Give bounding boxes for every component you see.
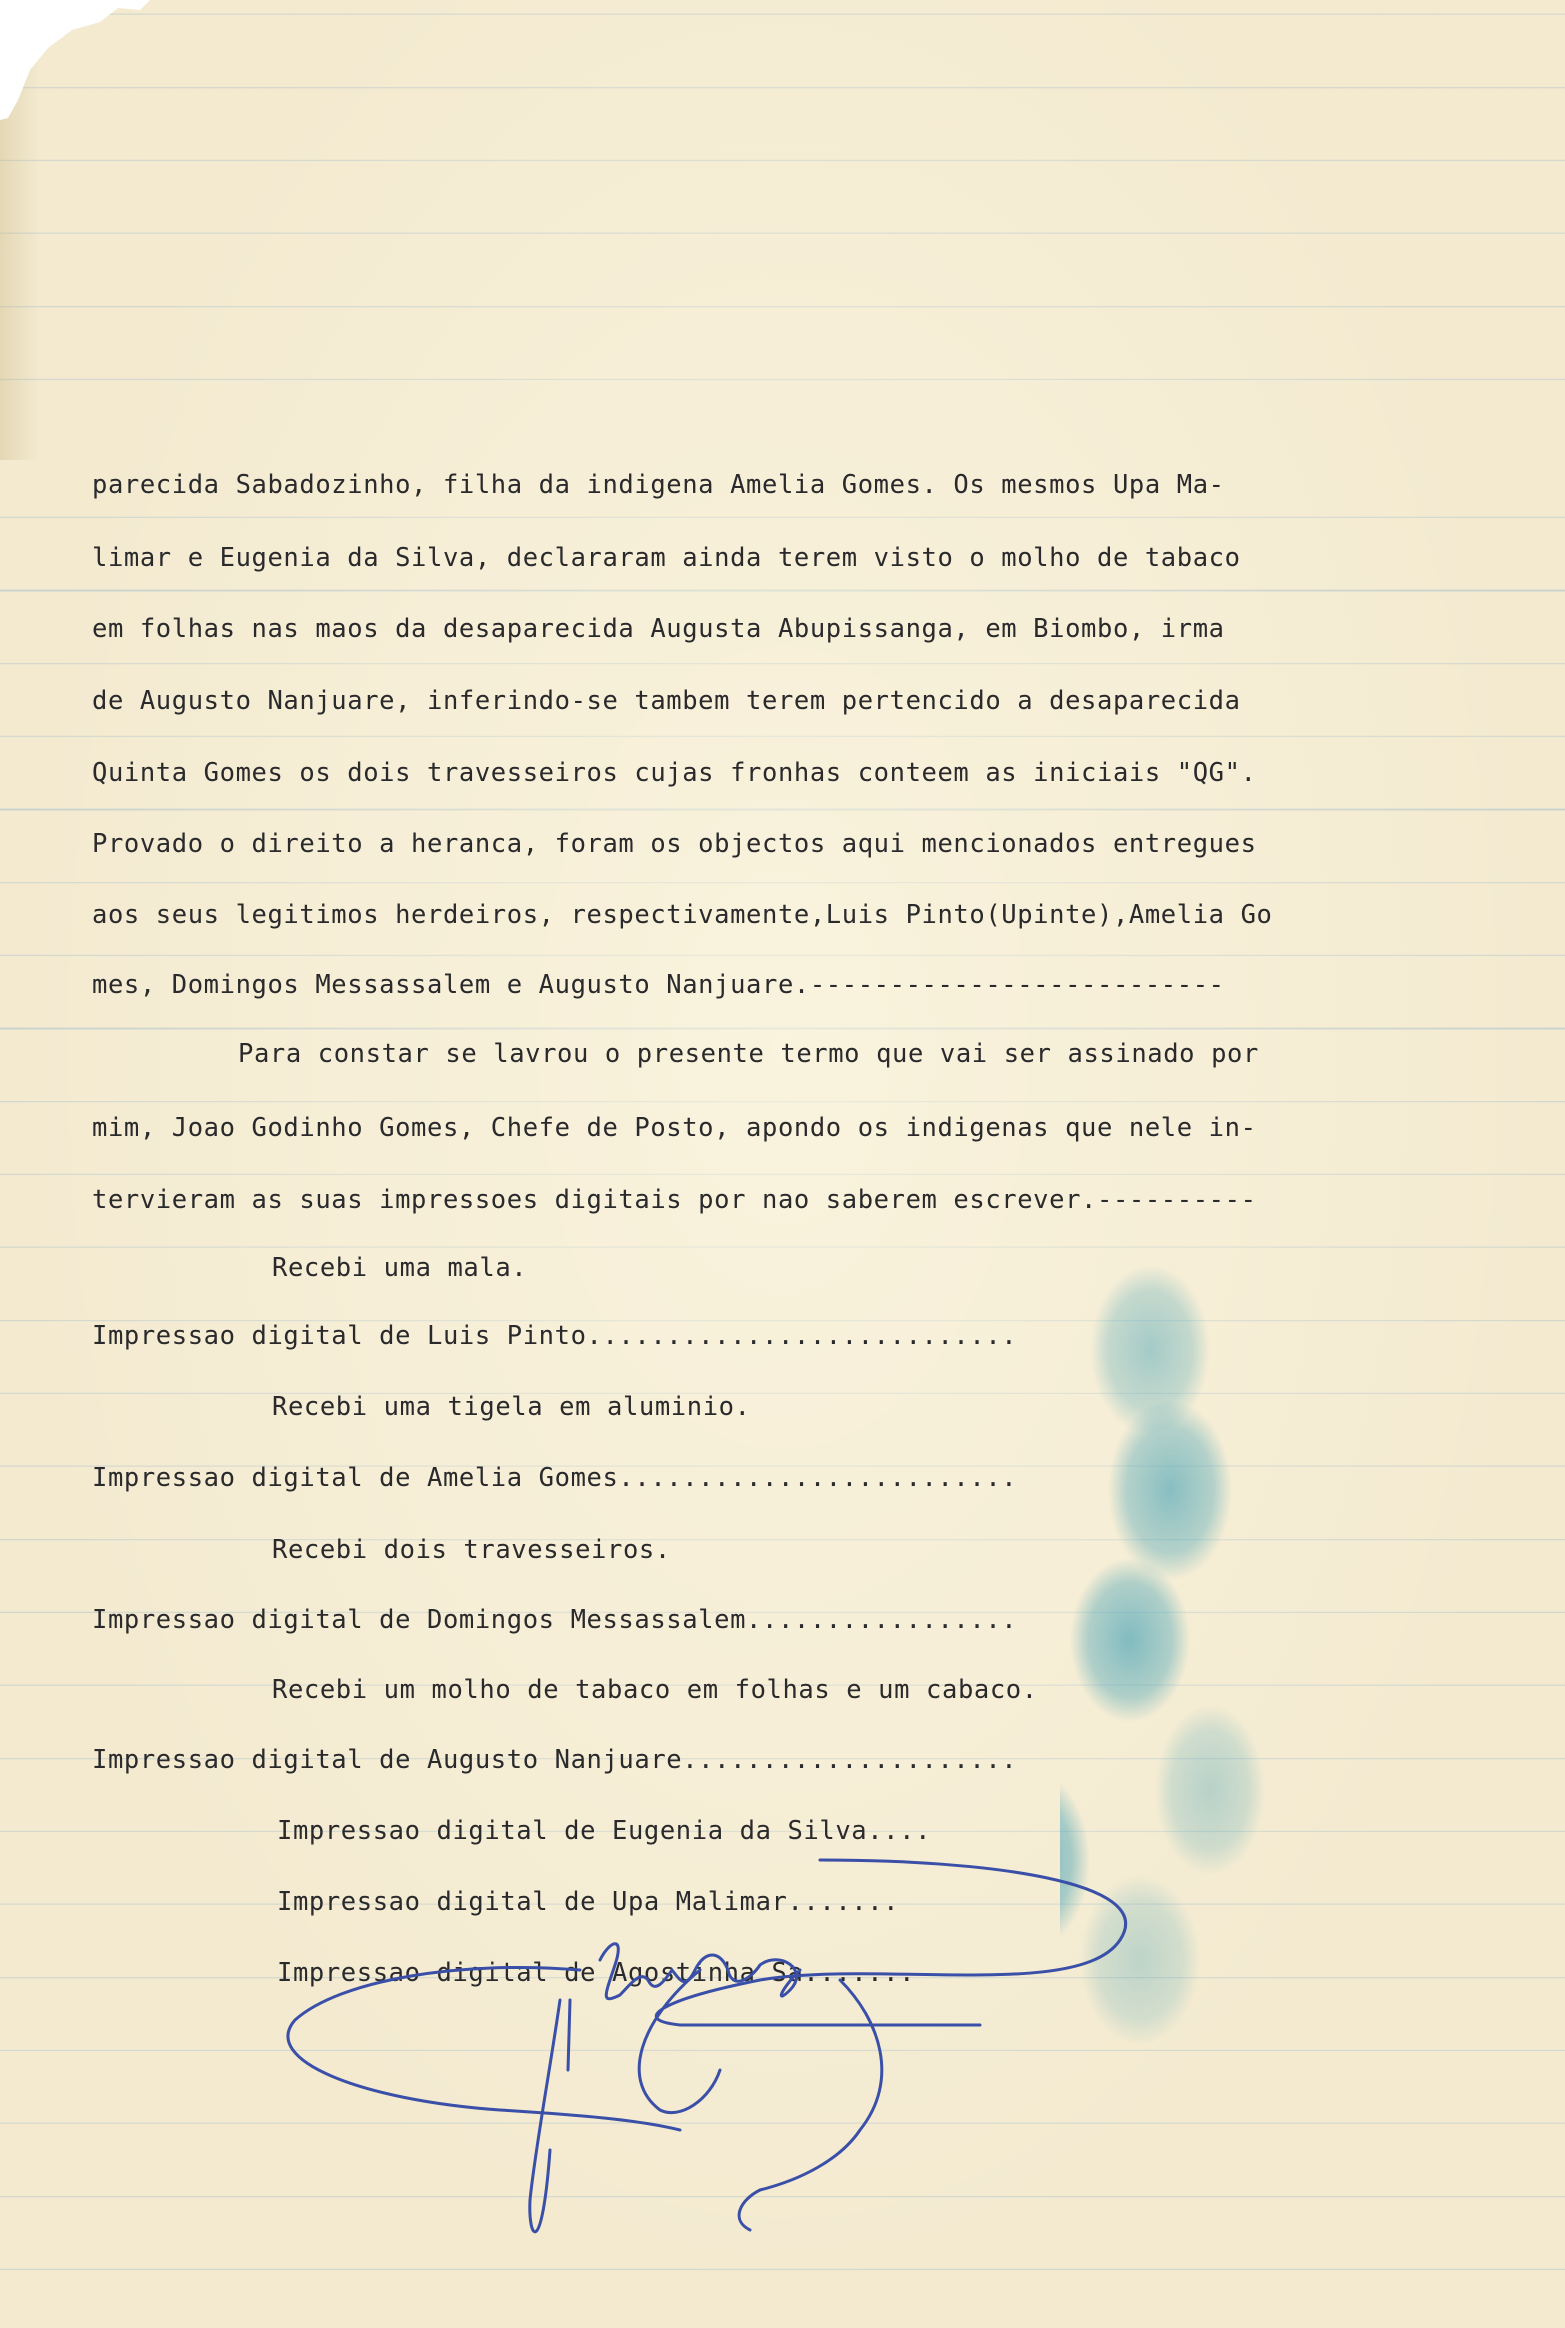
text-line-11: tervieram as suas impressoes digitais por nao saberem escrever.---------- — [92, 1185, 1257, 1215]
text-line-3: em folhas nas maos da desaparecida Augusta Abupissanga, em Biombo, irma — [92, 614, 1225, 644]
fingerprint-line-6: Impressao digital de Upa Malimar....... — [277, 1887, 900, 1917]
fingerprint-line-2: Impressao digital de Amelia Gomes......................... — [92, 1463, 1018, 1493]
fingerprint-line-4: Impressao digital de Augusto Nanjuare..................... — [92, 1745, 1018, 1775]
fingerprint-line-1: Impressao digital de Luis Pinto........................... — [92, 1321, 1018, 1351]
fingerprint-line-3: Impressao digital de Domingos Messassalem................. — [92, 1605, 1018, 1635]
signature — [280, 1820, 1180, 2328]
text-line-4: de Augusto Nanjuare, inferindo-se tambem terem pertencido a desaparecida — [92, 686, 1241, 716]
torn-corner — [0, 0, 160, 120]
receipt-line-2: Recebi uma tigela em aluminio. — [272, 1392, 751, 1422]
fingerprint-2 — [1108, 1400, 1232, 1580]
text-line-10: mim, Joao Godinho Gomes, Chefe de Posto, apondo os indigenas que nele in- — [92, 1113, 1257, 1143]
text-line-6: Provado o direito a heranca, foram os objectos aqui mencionados entregues — [92, 829, 1257, 859]
fingerprint-line-7: Impressao digital de Agostinha Sa....... — [277, 1958, 916, 1988]
text-line-7: aos seus legitimos herdeiros, respectivamente,Luis Pinto(Upinte),Amelia Go — [92, 900, 1273, 930]
fingerprint-3 — [1070, 1558, 1190, 1722]
text-line-2: limar e Eugenia da Silva, declararam ainda terem visto o molho de tabaco — [92, 543, 1241, 573]
receipt-line-3: Recebi dois travesseiros. — [272, 1535, 671, 1565]
text-line-5: Quinta Gomes os dois travesseiros cujas fronhas conteem as iniciais "QG". — [92, 758, 1257, 788]
receipt-line-1: Recebi uma mala. — [272, 1253, 528, 1283]
receipt-line-4: Recebi um molho de tabaco em folhas e um cabaco. — [272, 1675, 1038, 1705]
text-line-9: Para constar se lavrou o presente termo que vai ser assinado por — [238, 1039, 1259, 1069]
fingerprint-line-5: Impressao digital de Eugenia da Silva.... — [277, 1816, 932, 1846]
text-line-8: mes, Domingos Messassalem e Augusto Nanjuare.-------------------------- — [92, 970, 1225, 1000]
text-line-1: parecida Sabadozinho, filha da indigena Amelia Gomes. Os mesmos Upa Ma- — [92, 470, 1225, 500]
